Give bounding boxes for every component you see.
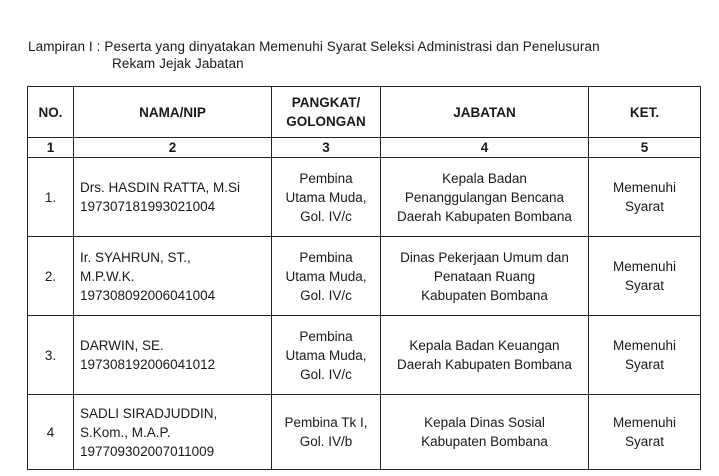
- position-line: Kepala Dinas Sosial: [424, 415, 545, 430]
- position-line: Kepala Badan Keuangan: [409, 338, 560, 353]
- caption-line-1: Lampiran I : Peserta yang dinyatakan Memenuhi Syarat Seleksi Administrasi dan Penelusuran: [28, 39, 600, 54]
- name-nip-line: Drs. HASDIN RATTA, M.Si: [80, 180, 241, 195]
- status-cell: [589, 237, 701, 316]
- participants-table: [27, 86, 701, 470]
- header-row: [28, 87, 701, 138]
- position-line: Daerah Kabupaten Bombana: [397, 208, 572, 224]
- name-nip-line: S.Kom., M.A.P.: [80, 424, 171, 440]
- status-line: Memenuhi: [612, 259, 677, 274]
- status-line: Syarat: [624, 278, 665, 293]
- name-nip-line: DARWIN, SE.: [80, 338, 164, 353]
- name-nip-cell: [74, 316, 272, 395]
- header-no: NO.: [28, 87, 74, 138]
- header-pangkat-line-1: PANGKAT/: [291, 95, 361, 110]
- rank-line: Gol. IV/b: [299, 434, 353, 449]
- position-cell: [381, 316, 589, 395]
- name-nip-line: Ir. SYAHRUN, ST.,: [80, 249, 191, 265]
- header-nama: NAMA/NIP: [74, 87, 272, 138]
- name-nip-line: SADLI SIRADJUDDIN,: [80, 405, 218, 421]
- name-nip-cell: [74, 237, 272, 316]
- rank-line: Gol. IV/c: [300, 208, 352, 224]
- column-number: 4: [381, 138, 589, 158]
- column-number: 2: [74, 138, 272, 158]
- column-number-row: [28, 138, 701, 158]
- rank-line: Utama Muda,: [285, 268, 367, 284]
- position-line: Penataan Ruang: [433, 268, 536, 284]
- column-number: 5: [589, 138, 701, 158]
- position-line: Dinas Pekerjaan Umum dan: [400, 249, 569, 265]
- column-number: 3: [272, 138, 381, 158]
- column-number: 1: [28, 138, 74, 158]
- position-line: Kepala Badan: [442, 170, 527, 186]
- document-caption: [28, 38, 600, 72]
- status-line: Syarat: [624, 357, 665, 372]
- status-line: Syarat: [624, 434, 665, 449]
- rank-line: Utama Muda,: [285, 189, 367, 205]
- rank-cell: [272, 158, 381, 237]
- rank-line: Gol. IV/c: [300, 366, 352, 382]
- rank-line: Gol. IV/c: [300, 287, 352, 303]
- name-nip-line: 197709302007011009: [80, 443, 215, 459]
- status-line: Memenuhi: [612, 180, 677, 195]
- table-row: [28, 237, 701, 316]
- rank-line: Pembina: [299, 170, 353, 186]
- table-row: [28, 316, 701, 395]
- header-ket: KET.: [589, 87, 701, 138]
- rank-line: Utama Muda,: [285, 347, 367, 363]
- position-line: Penanggulangan Bencana: [404, 189, 565, 205]
- position-cell: [381, 395, 589, 470]
- header-pangkat-line-2: GOLONGAN: [286, 114, 366, 129]
- status-line: Memenuhi: [612, 338, 677, 353]
- rank-line: Pembina: [299, 249, 353, 265]
- status-cell: [589, 158, 701, 237]
- position-cell: [381, 158, 589, 237]
- status-cell: [589, 395, 701, 470]
- rank-cell: [272, 316, 381, 395]
- row-number: 3.: [28, 316, 74, 395]
- name-nip-line: 197308192006041012: [80, 357, 216, 372]
- name-nip-line: 197307181993021004: [80, 199, 216, 214]
- table-row: [28, 395, 701, 470]
- status-line: Memenuhi: [612, 415, 677, 430]
- table-row: [28, 158, 701, 237]
- position-line: Kabupaten Bombana: [421, 287, 548, 303]
- position-cell: [381, 237, 589, 316]
- name-nip-cell: [74, 158, 272, 237]
- header-jabatan: JABATAN: [381, 87, 589, 138]
- rank-cell: [272, 237, 381, 316]
- rank-cell: [272, 395, 381, 470]
- name-nip-line: M.P.W.K.: [80, 268, 135, 284]
- row-number: 1.: [28, 158, 74, 237]
- name-nip-line: 197308092006041004: [80, 287, 216, 303]
- position-line: Daerah Kabupaten Bombana: [397, 357, 572, 372]
- position-line: Kabupaten Bombana: [421, 434, 548, 449]
- name-nip-cell: [74, 395, 272, 470]
- header-pangkat: [272, 87, 381, 138]
- caption-line-2: Rekam Jejak Jabatan: [112, 56, 244, 71]
- row-number: 4: [28, 395, 74, 470]
- status-cell: [589, 316, 701, 395]
- status-line: Syarat: [624, 199, 665, 214]
- row-number: 2.: [28, 237, 74, 316]
- rank-line: Pembina Tk I,: [284, 415, 368, 430]
- rank-line: Pembina: [299, 328, 353, 344]
